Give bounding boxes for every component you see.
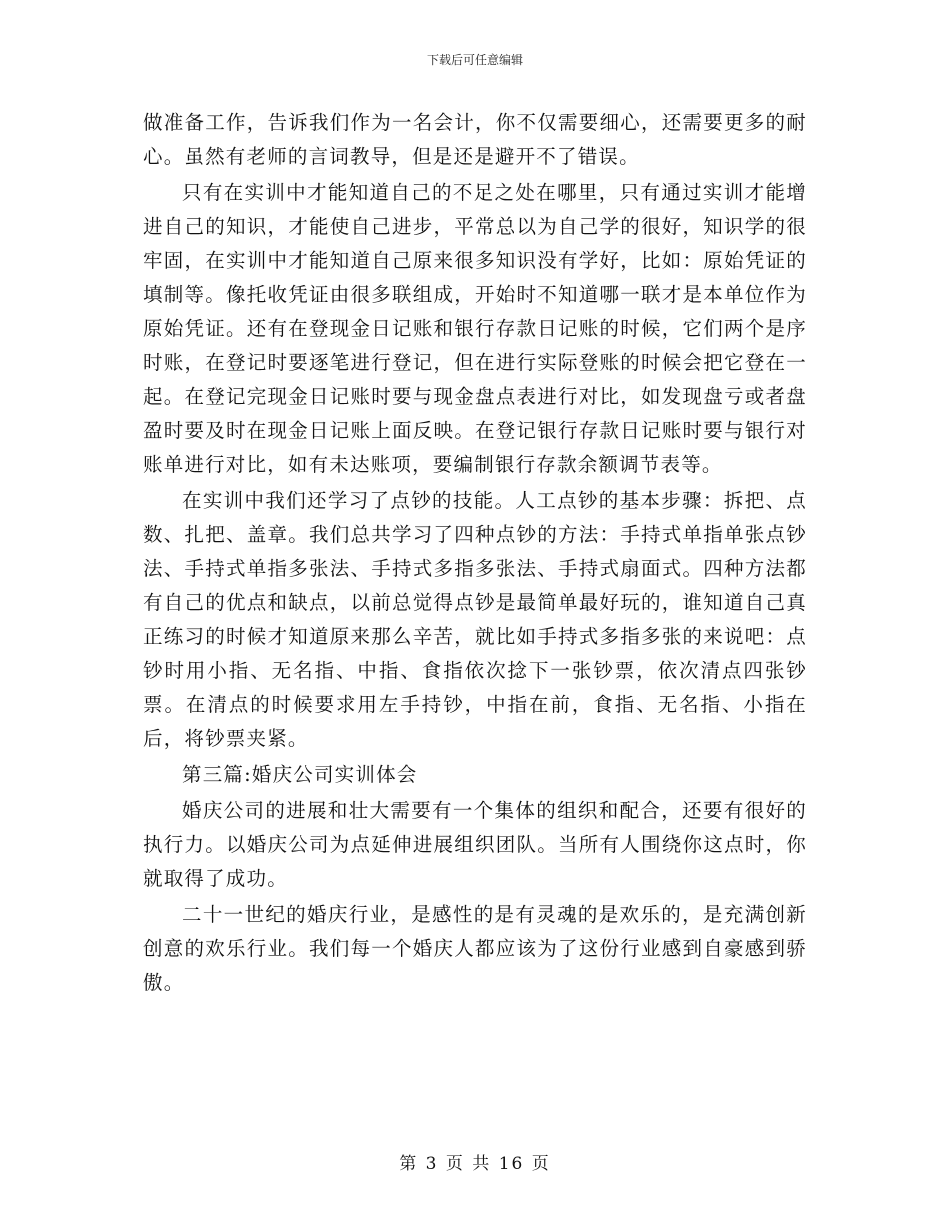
- section-heading: 第三篇:婚庆公司实训体会: [182, 763, 418, 786]
- paragraph: 在实训中我们还学习了点钞的技能。人工点钞的基本步骤：拆把、点数、扎把、盖章。我们总共学习了四种点钞的方法：手持式单指单张点钞法、手持式单指多张法、手持式多指多张法、手持式扇面式。四种方法都有自己的优点和缺点，以前总觉得点钞是最简单最好玩的，谁知道自己真正练习的时候才知道原来那么辛苦，就比如手持式多指多张的来说吧：点钞时用小指、无名指、中指、食指依次捻下一张钞票，依次清点四张钞票。在清点的时候要求用左手持钞，中指在前，食指、无名指、小指在后，将钞票夹紧。: [143, 489, 807, 750]
- document-body: [143, 106, 807, 1000]
- page-header-note: 下载后可任意编辑: [426, 53, 523, 67]
- paragraph: 二十一世纪的婚庆行业，是感性的是有灵魂的是欢乐的，是充满创新创意的欢乐行业。我们每一个婚庆人都应该为了这份行业感到自豪感到骄傲。: [143, 903, 807, 994]
- paragraph: 只有在实训中才能知道自己的不足之处在哪里，只有通过实训才能增进自己的知识，才能使自己进步，平常总以为自己学的很好，知识学的很牢固，在实训中才能知道自己原来很多知识没有学好，比如：原始凭证的填制等。像托收凭证由很多联组成，开始时不知道哪一联才是本单位作为原始凭证。还有在登现金日记账和银行存款日记账的时候，它们两个是序时账，在登记时要逐笔进行登记，但在进行实际登账的时候会把它登在一起。在登记完现金日记账时要与现金盘点表进行对比，如发现盘亏或者盘盈时要及时在现金日记账上面反映。在登记银行存款日记账时要与银行对账单进行对比，如有未达账项，要编制银行存款余额调节表等。: [143, 181, 807, 476]
- paragraph: 婚庆公司的进展和壮大需要有一个集体的组织和配合，还要有很好的执行力。以婚庆公司为点延伸进展组织团队。当所有人围绕你这点时，你就取得了成功。: [143, 799, 807, 890]
- paragraph: 做准备工作，告诉我们作为一名会计，你不仅需要细心，还需要更多的耐心。虽然有老师的言词教导，但是还是避开不了错误。: [143, 111, 807, 168]
- page-number: 第 3 页 共 16 页: [399, 1154, 551, 1174]
